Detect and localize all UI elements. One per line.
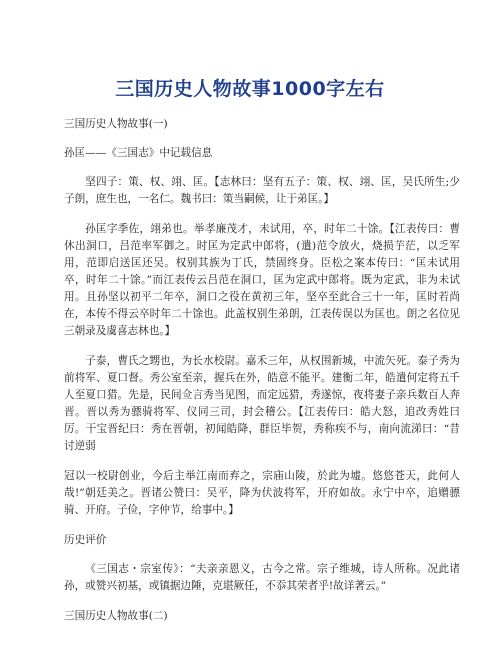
paragraph: 冠以一校尉创业，今后主举江南而弃之，宗庙山陵，於此为墟。悠悠苍天，此何人哉!”朝廷美之。晋诸公赞曰：吴平，降为伏波将军，开府如故。永宁中卒，追赠骠骑、开府。子俭，字仲节，给事中。】 [64,470,460,516]
section-heading: 三国历史人物故事(二) [64,610,168,622]
paragraph: 《三国志・宗室传》：“夫亲亲恩义，古今之常。宗子维城，诗人所称。况此诸孙，或赞兴初基，或镇据边陲，克堪厥任，不忝其荣者乎!故详著云。” [64,563,460,592]
document-body [64,116,460,637]
subsection-heading: 历史评价 [64,534,107,546]
document-title: 三国历史人物故事1000字左右 [115,78,385,100]
paragraph: 坚四子：策、权、翊、匡。【志林曰：坚有五子：策、权、翊、匡，吴氏所生;少子朗，庶生也，一名仁。魏书曰：策当嗣候，让于弟匡。】 [64,176,460,205]
paragraph: 孙匡字季佐，翊弟也。举孝廉茂才，未试用，卒，时年二十馀。【江表传曰：曹休出洞口，吕范率军御之。时匡为定武中郎将，(遣)范令放火，烧损芋茫，以乏军用，范即启送匡还吴。权别其族为丁氏，禁固终身。臣松之案本传曰：“匡未试用卒，时年二十馀。”而江表传云吕范在洞口，匡为定武中郎将。既为定武，非为未试用。且孙坚以初平二年卒，洞口之役在黄初三年，坚卒至此合三十一年，匡时若尚在，本传不得云卒时年二十馀也。此盖权别生弟朗，江表传误以为匡也。朗之名位见三朝录及虞喜志林也。】 [64,223,460,337]
paragraph: 子泰，曹氏之甥也，为长水校尉。嘉禾三年，从权围新城，中流矢死。泰子秀为前将军、夏口督。秀公室至亲，握兵在外，皓意不能平。建衡二年，皓遣何定将五千人至夏口猎。先是，民间佥言秀当见图，而定远猎，秀遂惊，夜将妻子亲兵数百人奔晋。晋以秀为骠骑将军、仪同三司，封会稽公。【江表传曰：皓大怒，追改秀姓曰厉。干宝晋纪曰：秀在晋朝，初闻皓降，群臣毕贺，秀称疾不与，南向流涕曰：“昔讨逆弱 [64,355,460,452]
subsection-heading: 孙匡——《三国志》中记载信息 [64,147,213,159]
section-heading: 三国历史人物故事(一) [64,118,168,130]
